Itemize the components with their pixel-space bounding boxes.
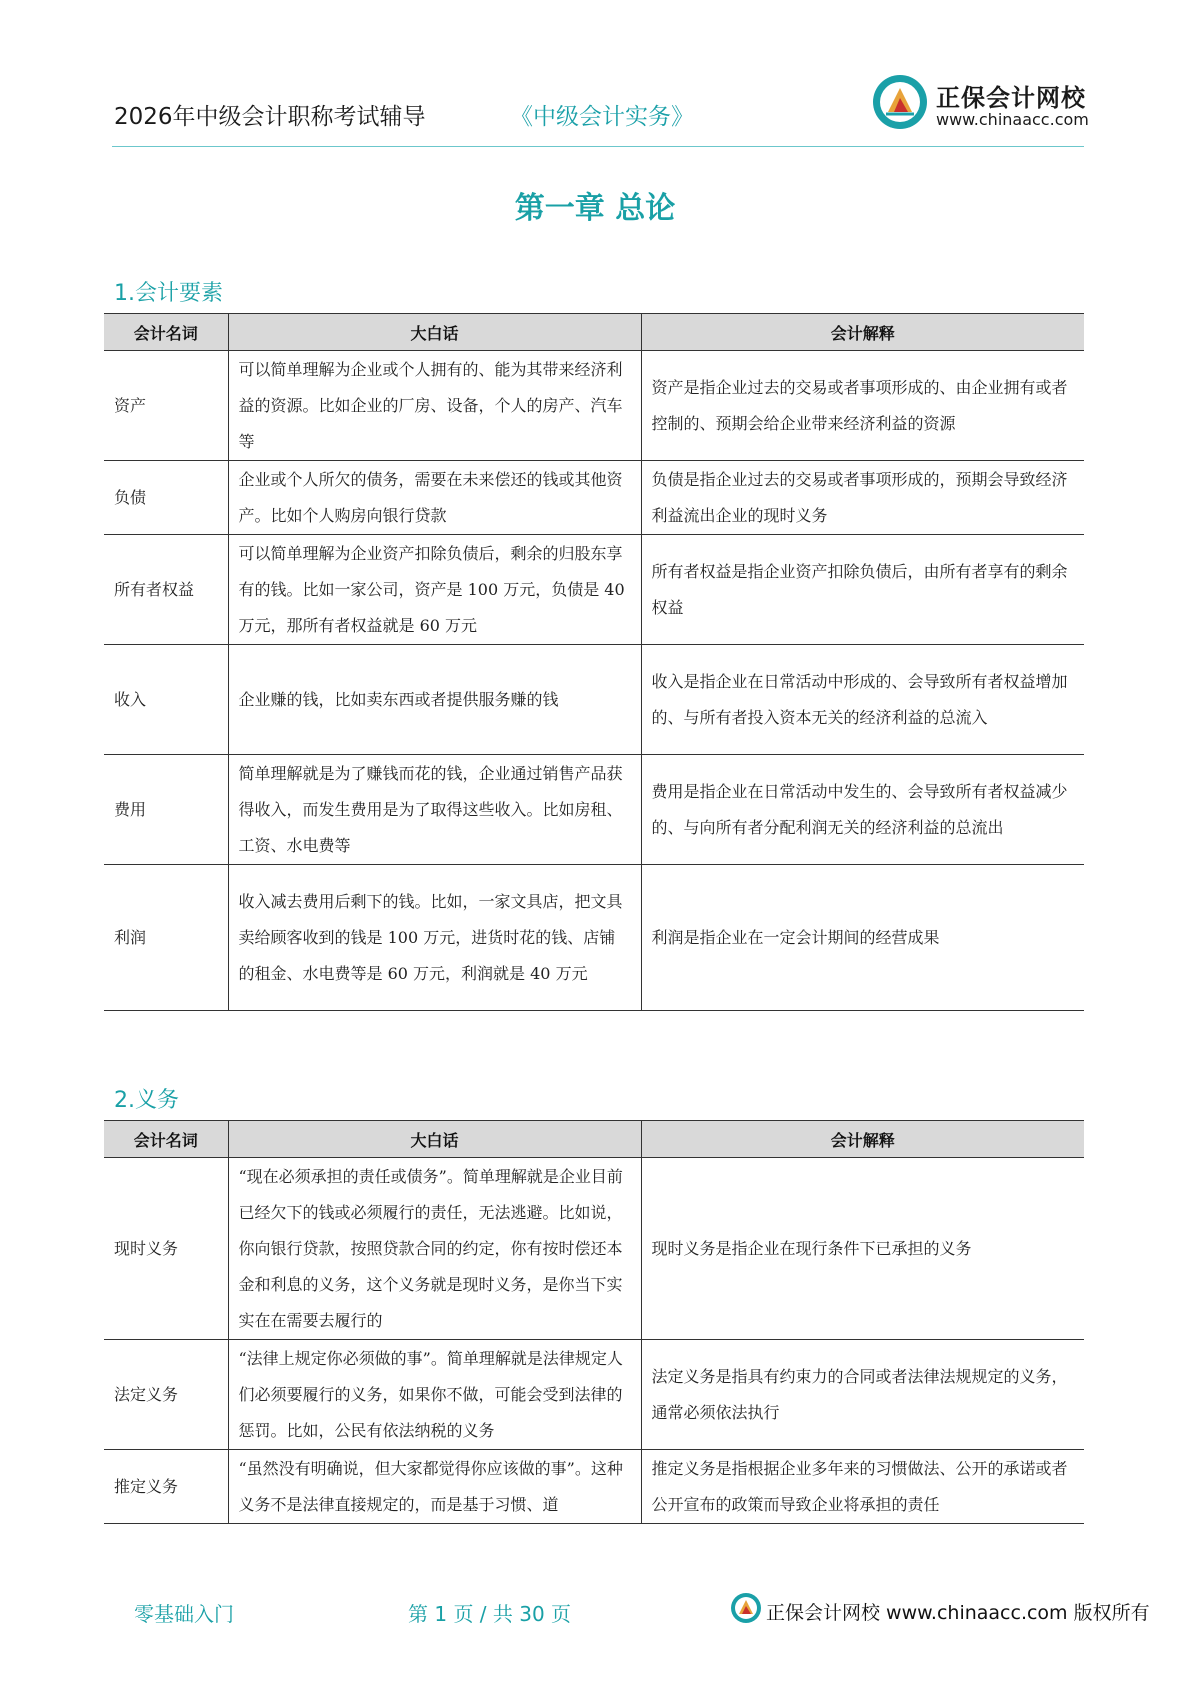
table-row <box>104 461 1084 535</box>
table-row <box>104 865 1084 1011</box>
table-row <box>104 645 1084 755</box>
exam-title: 2026年中级会计职称考试辅导 <box>114 104 426 130</box>
definition-cell: 费用是指企业在日常活动中发生的、会导致所有者权益减少的、与向所有者分配利润无关的经济利益的总流出 <box>641 755 1084 865</box>
term-cell: 推定义务 <box>104 1450 228 1524</box>
plain-cell: “现在必须承担的责任或债务”。简单理解就是企业目前已经欠下的钱或必须履行的责任，无法逃避。比如说，你向银行贷款，按照贷款合同的约定，你有按时偿还本金和利息的义务，这个义务就是现时义务，是你当下实实在在需要去履行的 <box>228 1158 641 1340</box>
table-row <box>104 755 1084 865</box>
chapter-title: 第一章 总论 <box>514 191 676 226</box>
definition-cell: 负债是指企业过去的交易或者事项形成的，预期会导致经济利益流出企业的现时义务 <box>641 461 1084 535</box>
footer-copyright: 正保会计网校 www.chinaacc.com 版权所有 <box>766 1602 1150 1624</box>
plain-cell: “虽然没有明确说，但大家都觉得你应该做的事”。这种义务不是法律直接规定的，而是基于习惯、道 <box>228 1450 641 1524</box>
subject-title: 《中级会计实务》 <box>510 104 694 130</box>
page-indicator: 第 1 页 / 共 30 页 <box>408 1602 572 1626</box>
table-row <box>104 1158 1084 1340</box>
column-header: 会计解释 <box>641 314 1084 351</box>
plain-cell: “法律上规定你必须做的事”。简单理解就是法律规定人们必须要履行的义务，如果你不做，可能会受到法律的惩罚。比如，公民有依法纳税的义务 <box>228 1340 641 1450</box>
table-header-row <box>104 1121 1084 1158</box>
term-cell: 利润 <box>104 865 228 1011</box>
definition-cell: 利润是指企业在一定会计期间的经营成果 <box>641 865 1084 1011</box>
plain-cell: 可以简单理解为企业资产扣除负债后，剩余的归股东享有的钱。比如一家公司，资产是 100 万元，负债是 40 万元，那所有者权益就是 60 万元 <box>228 535 641 645</box>
table-row <box>104 1340 1084 1450</box>
brand-url: www.chinaacc.com <box>936 110 1089 129</box>
footer-tagline: 零基础入门 <box>134 1602 234 1626</box>
definition-cell: 现时义务是指企业在现行条件下已承担的义务 <box>641 1158 1084 1340</box>
page-header <box>0 0 1190 150</box>
term-cell: 现时义务 <box>104 1158 228 1340</box>
brand-logo-icon <box>872 74 928 130</box>
definition-cell: 法定义务是指具有约束力的合同或者法律法规规定的义务，通常必须依法执行 <box>641 1340 1084 1450</box>
definition-cell: 推定义务是指根据企业多年来的习惯做法、公开的承诺或者公开宣布的政策而导致企业将承担的责任 <box>641 1450 1084 1524</box>
obligations-table <box>104 1120 1084 1524</box>
footer-logo-icon <box>730 1592 762 1624</box>
plain-cell: 简单理解就是为了赚钱而花的钱，企业通过销售产品获得收入，而发生费用是为了取得这些收入。比如房租、工资、水电费等 <box>228 755 641 865</box>
elements-table <box>104 313 1084 1011</box>
definition-cell: 所有者权益是指企业资产扣除负债后，由所有者享有的剩余权益 <box>641 535 1084 645</box>
column-header: 大白话 <box>228 1121 641 1158</box>
column-header: 会计解释 <box>641 1121 1084 1158</box>
plain-cell: 可以简单理解为企业或个人拥有的、能为其带来经济利益的资源。比如企业的厂房、设备，个人的房产、汽车等 <box>228 351 641 461</box>
definition-cell: 资产是指企业过去的交易或者事项形成的、由企业拥有或者控制的、预期会给企业带来经济利益的资源 <box>641 351 1084 461</box>
column-header: 会计名词 <box>104 1121 228 1158</box>
plain-cell: 企业赚的钱，比如卖东西或者提供服务赚的钱 <box>228 645 641 755</box>
term-cell: 收入 <box>104 645 228 755</box>
table-row <box>104 535 1084 645</box>
table-row <box>104 1450 1084 1524</box>
section-title: 1.会计要素 <box>114 281 223 306</box>
plain-cell: 收入减去费用后剩下的钱。比如，一家文具店，把文具卖给顾客收到的钱是 100 万元，进货时花的钱、店铺的租金、水电费等是 60 万元，利润就是 40 万元 <box>228 865 641 1011</box>
term-cell: 法定义务 <box>104 1340 228 1450</box>
term-cell: 负债 <box>104 461 228 535</box>
plain-cell: 企业或个人所欠的债务，需要在未来偿还的钱或其他资产。比如个人购房向银行贷款 <box>228 461 641 535</box>
definition-cell: 收入是指企业在日常活动中形成的、会导致所有者权益增加的、与所有者投入资本无关的经济利益的总流入 <box>641 645 1084 755</box>
column-header: 会计名词 <box>104 314 228 351</box>
section-title: 2.义务 <box>114 1088 179 1113</box>
table-header-row <box>104 314 1084 351</box>
term-cell: 资产 <box>104 351 228 461</box>
term-cell: 费用 <box>104 755 228 865</box>
brand-name: 正保会计网校 <box>936 84 1086 112</box>
column-header: 大白话 <box>228 314 641 351</box>
table-row <box>104 351 1084 461</box>
header-divider <box>112 146 1084 147</box>
term-cell: 所有者权益 <box>104 535 228 645</box>
